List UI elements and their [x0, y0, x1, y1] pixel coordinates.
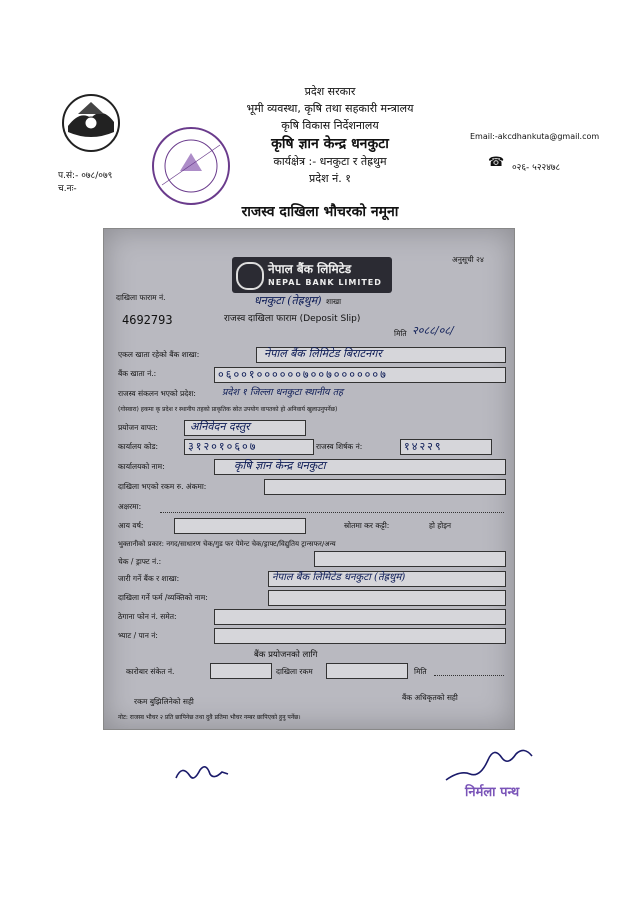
depositor-name-label: दाखिला गर्ने फर्म /व्यक्तिको नाम:	[118, 593, 208, 602]
office-name-label: कार्यालयको नाम:	[118, 462, 165, 471]
account-branch-value: नेपाल बैंक लिमिटेड बिराटनगर	[264, 347, 382, 360]
office-stamp	[150, 125, 232, 207]
amount-words-label: अक्षरमा:	[118, 502, 142, 511]
purpose-value: अनिवेदन दस्तुर	[190, 420, 250, 433]
bank-officer-signature-label: बैंक अधिकृतको सही	[402, 693, 458, 702]
branch-handwritten: धनकुटा (तेह्रथुम)	[254, 294, 322, 307]
phone-number: ०२६- ५२२४७८	[512, 163, 561, 173]
header-line4: कृषि ज्ञान केन्द्र धनकुटा	[271, 136, 389, 152]
fiscal-year-label: आय वर्ष:	[118, 521, 144, 530]
header-line6: प्रदेश नं. १	[309, 172, 351, 185]
tds-label: स्रोतमा कर कट्टी:	[344, 521, 390, 530]
bank-logo-icon	[236, 262, 264, 290]
account-number-value: ०६००१००००००७००७००००००७	[218, 368, 388, 381]
form-number: 4692793	[122, 313, 173, 327]
slip-note: नोट: राजस्व भौचर २ प्रति छापिनेछ तथा दुवै प्रतिमा भौचर नम्बर छापिएको हुनु पर्नेछ।	[118, 714, 301, 721]
address-phone-label: ठेगाना फोन नं. समेत:	[118, 612, 177, 621]
receiver-signature-label: रकम बुझिलिनेको सही	[134, 697, 194, 706]
nepal-emblem-logo	[60, 92, 122, 154]
header-line5: कार्यक्षेत्र :- धनकुटा र तेह्रथुम	[273, 155, 387, 168]
txn-code-field	[210, 663, 272, 679]
form-no-label: दाखिला फाराम नं.	[116, 293, 166, 302]
depositor-name-field	[268, 590, 506, 606]
annex-label: अनुसूची २४	[452, 255, 484, 264]
purpose-label: प्रयोजन वापत:	[118, 423, 158, 432]
tds-options: हो होइन	[429, 521, 452, 530]
address-phone-field	[214, 609, 506, 625]
deposit-amount-field	[326, 663, 408, 679]
account-number-label: बैंक खाता नं.:	[118, 369, 157, 378]
form-title: राजस्व दाखिला फाराम (Deposit Slip)	[224, 314, 361, 324]
amount-words-line	[160, 512, 504, 513]
bank-date-label: मिति	[414, 667, 427, 676]
fiscal-year-field	[174, 518, 306, 534]
header-line1: प्रदेश सरकार	[304, 85, 356, 98]
date-handwritten: २०८८/०८/	[412, 324, 454, 337]
reference-number: प.सं:- ०७८/०७९	[58, 171, 113, 181]
document-title: राजस्व दाखिला भौचरको नमूना	[241, 204, 399, 220]
issuing-bank-label: जारी गर्ने बैंक र शाखा:	[118, 574, 180, 583]
office-code-value: ३१२०१०६०७	[188, 440, 258, 453]
bank-date-line	[434, 675, 504, 676]
left-signature	[172, 758, 232, 786]
date-label: मिति	[394, 329, 407, 338]
txn-code-label: कारोबार संकेत नं.	[126, 667, 175, 676]
email-text: Email:-akcdhankuta@gmail.com	[470, 132, 600, 141]
amount-figure-label: दाखिला भएको रकम रु. अंकमा:	[118, 482, 207, 491]
bank-logo-name: नेपाल बैंक लिमिटेड	[268, 262, 352, 276]
deposit-amount-label: दाखिला रकम	[276, 667, 313, 676]
header-line3: कृषि विकास निर्देशनालय	[281, 119, 379, 132]
cheque-no-label: चेक / ड्राफ्ट नं.:	[118, 557, 162, 566]
province-value: प्रदेश १ जिल्ला धनकुटा स्थानीय तह	[222, 387, 344, 398]
payment-type-label: भुक्तानीको प्रकार: नगद/साधारण चेक/गुड फर पेमेन्ट चेक/ड्राफ्ट/विद्युतिय ट्रान्सफर/अन्य	[118, 540, 336, 548]
issuing-bank-value: नेपाल बैंक लिमिटेड धनकुटा (तेह्रथुम)	[272, 572, 406, 583]
bank-logo-name-en: NEPAL BANK LIMITED	[268, 278, 382, 287]
bank-logo	[232, 257, 392, 293]
header-line2: भूमी व्यवस्था, कृषि तथा सहकारी मन्त्रालय	[246, 102, 414, 115]
vat-pan-field	[214, 628, 506, 644]
office-code-label: कार्यालय कोड:	[118, 442, 159, 451]
amount-figure-field	[264, 479, 506, 495]
dispatch-number: च.नः-	[58, 184, 77, 194]
revenue-head-value: १४२२९	[404, 440, 443, 453]
account-branch-label: एकल खाता रहेको बैंक शाखा:	[118, 350, 200, 359]
bank-use-heading: बैंक प्रयोजनको लागि	[254, 650, 318, 660]
revenue-head-label: राजस्व शिर्षक नं:	[316, 442, 363, 451]
province-note: (गोस्वारा) हकमा कृ प्रदेश र स्थानीय तहको प्राकृतिक स्रोत उपयोग वापतको हो अनिवार्य खुलाउनुपर्नेछ)	[118, 406, 338, 413]
office-name-value: कृषि ज्ञान केन्द्र धनकुटा	[234, 459, 326, 472]
province-label: राजस्व संकलन भएको प्रदेश:	[118, 389, 196, 398]
deposit-slip	[103, 228, 515, 730]
vat-pan-label: भ्याट / पान नं:	[118, 631, 158, 640]
right-signature-stamp-name: निर्मला पन्थ	[465, 785, 520, 800]
phone-icon: ☎	[488, 155, 505, 170]
cheque-no-field	[314, 551, 506, 567]
branch-suffix: शाखा	[326, 297, 342, 306]
